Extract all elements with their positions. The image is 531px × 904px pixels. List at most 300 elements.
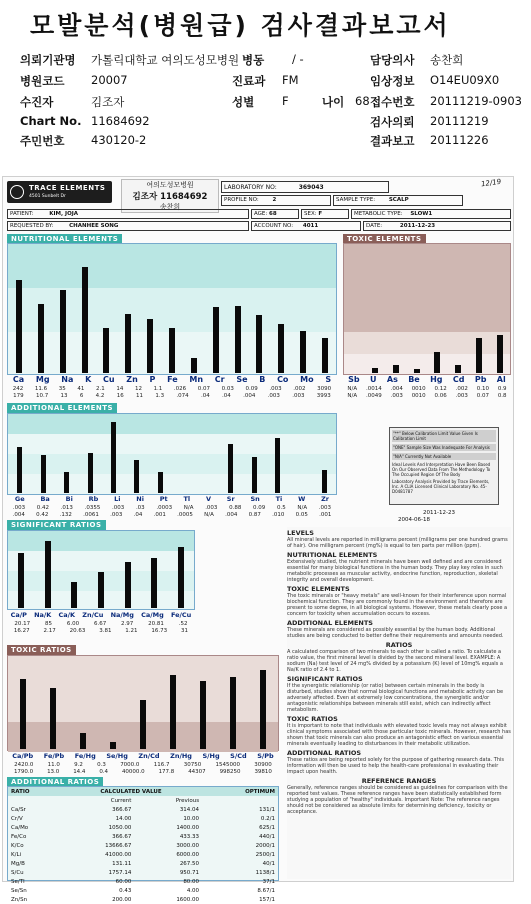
toxic-label-7: Al — [496, 375, 506, 384]
col-ratio: RATIO — [11, 788, 30, 795]
explanation-heading: LEVELS — [287, 529, 314, 537]
significant-previous-3: 3.81 — [99, 628, 112, 634]
additional-previous-13: .001 — [319, 512, 332, 518]
nutritional-previous-1: 10.7 — [35, 393, 49, 399]
nutritional-current-3: 41 — [77, 386, 85, 392]
sex-box: SEX: F — [301, 209, 349, 219]
bar-tox-bars-5 — [455, 365, 461, 373]
lab-logo — [7, 181, 112, 203]
table-cell: 8.67/1 — [257, 887, 275, 894]
explanation-heading: REFERENCE RANGES — [361, 777, 437, 785]
date-box: DATE: 2011-12-23 — [363, 221, 511, 231]
label-clinical-info: 임상정보 — [370, 74, 415, 88]
toxic-ratio-current-1: 11.0 — [47, 762, 60, 768]
explanation-text: A calculated comparison of two minerals to each other is called a ratio. To calculate a ratio value, the first mineral level is divided by the second mineral level. EXAMPLE: A sodium (Na) test level of 24 mg% divided by a potassium (K) level of 10mg% equals a Na/K ratio of 2.4 to 1. — [287, 649, 503, 673]
nutritional-previous-9: .04 — [200, 393, 210, 399]
significant-previous-5: 16.73 — [151, 628, 168, 634]
toxic-chart — [343, 243, 511, 375]
additional-label-9: Sr — [226, 495, 235, 503]
legend-notes-box — [389, 427, 499, 505]
toxic-previous-5: .003 — [455, 393, 468, 399]
lab-number: 369043 — [298, 184, 324, 191]
value-request-date: 20111219 — [430, 114, 489, 128]
additional-previous-10: 0.87 — [248, 512, 261, 518]
bar-nutr-bars-4 — [103, 328, 109, 373]
toxic-title: TOXIC ELEMENTS — [343, 234, 426, 244]
label-department: 진료과 — [232, 74, 266, 88]
significant-previous-6: 31 — [180, 628, 188, 634]
explanation-text: These minerals are considered as possibly essential by the human body. Additional studies are being conducted to better define their requirements and amounts needed. — [287, 627, 504, 639]
bar-nutr-bars-0 — [16, 280, 22, 373]
bar-tr-bars-3 — [110, 742, 116, 749]
metabolic-type: SLOW1 — [410, 211, 433, 217]
explanation-text: The toxic minerals or "heavy metals" are well-known for their interference upon normal biochemical function. They are commonly found in the environment and therefore are present to some degree, in all biological systems. However, these metals clearly pose a concern for toxicity when accumulation occurs to excess. — [287, 593, 508, 617]
table-cell: 40/1 — [262, 860, 275, 867]
nutritional-previous-3: 6 — [79, 393, 84, 399]
table-row — [8, 877, 278, 886]
additional-labels — [7, 495, 337, 503]
table-cell: Cr/V — [11, 815, 23, 822]
toxic-current-0: N/A — [347, 386, 358, 392]
table-row — [8, 814, 278, 823]
table-cell: Fe/Co — [11, 833, 27, 840]
additional-previous-1: 0.42 — [36, 512, 49, 518]
stamp-patient: 김조자 11684692 — [132, 192, 208, 202]
additional-previous-12: 0.05 — [295, 512, 308, 518]
label-doctor: 담당의사 — [370, 53, 415, 67]
significant-chart — [7, 530, 195, 610]
toxic-previous-6: 0.07 — [476, 393, 489, 399]
toxic-previous-4: 0.06 — [434, 393, 447, 399]
toxic-ratio-previous-0: 1790.0 — [13, 769, 34, 775]
requested-by: CHANHEE SONG — [69, 223, 119, 229]
sample-box: SAMPLE TYPE: SCALP — [333, 195, 463, 206]
profile-no: 2 — [272, 197, 277, 203]
table-cell: 3000.00 — [176, 842, 200, 849]
table-cell: 4.00 — [186, 887, 200, 894]
toxic-ratio-label-3: Se/Hg — [106, 752, 128, 760]
significant-current-0: 20.17 — [14, 621, 31, 627]
table-row — [8, 850, 278, 859]
nutritional-current-2: 35 — [58, 386, 66, 392]
significant-label-6: Fe/Cu — [170, 611, 192, 619]
bar-nutr-bars-10 — [235, 306, 241, 373]
toxic-ratio-label-1: Fe/Pb — [43, 752, 65, 760]
bar-tr-bars-0 — [20, 679, 26, 749]
nutritional-current-12: .003 — [269, 386, 282, 392]
bar-nutr-bars-9 — [213, 307, 219, 373]
patient-box: PATIENT: KIM, JOJA — [7, 209, 249, 219]
bar-tox-bars-3 — [414, 369, 420, 373]
bar-tr-bars-8 — [260, 670, 266, 749]
bar-add-bars-2 — [64, 472, 69, 493]
bar-tox-bars-7 — [497, 335, 503, 373]
explanation-text: Extensively studied, the nutrient minerals have been well defined and are considered essential for many biological functions in the human body. They play key roles in such metabolic processes as muscular activity, endocrine function, reproduction, skeletal integrity and overall development. — [287, 559, 503, 583]
toxic-values-previous — [343, 393, 511, 399]
toxic-ratio-current-5: 116.7 — [153, 762, 170, 768]
additional-label-7: Tl — [183, 495, 191, 503]
table-cell: 625/1 — [259, 824, 275, 831]
label-ward: 병동 — [242, 53, 265, 67]
significant-previous-0: 16.27 — [13, 628, 30, 634]
nutritional-previous-11: .004 — [243, 393, 256, 399]
nutritional-label-14: S — [325, 375, 332, 384]
table-row — [8, 841, 278, 850]
nutritional-current-11: 0.09 — [245, 386, 258, 392]
table-cell: Mg/B — [11, 860, 25, 867]
nutritional-label-9: Cr — [214, 375, 225, 384]
additional-label-4: Li — [114, 495, 121, 503]
toxic-ratio-current-0: 2420.0 — [14, 762, 34, 768]
additional-previous-2: .132 — [59, 512, 72, 518]
nutritional-current-8: .026 — [173, 386, 187, 392]
table-cell: 6000.00 — [176, 851, 200, 858]
significant-title: SIGNIFICANT RATIOS — [7, 520, 106, 530]
logo-circle-icon — [10, 185, 24, 199]
bar-add-bars-9 — [228, 444, 233, 493]
explanation-heading: SIGNIFICANT RATIOS — [287, 675, 363, 683]
additional-label-8: V — [205, 495, 211, 503]
significant-previous-2: 20.63 — [69, 628, 86, 634]
toxic-ratio-current-8: 30900 — [254, 762, 272, 768]
table-cell: 37/1 — [262, 878, 275, 885]
toxic-ratio-previous-8: 39810 — [254, 769, 272, 775]
additional-title: ADDITIONAL ELEMENTS — [7, 403, 117, 413]
table-cell: 366.67 — [112, 806, 132, 813]
explanation-text: It is important to note that individuals with elevated toxic levels may not always exhibit clinical symptoms associated with those particular toxic minerals. However, research has shown that toxic minerals can also produce an antagonistic effect on various essential minerals eventually leading to disturbances in their metabolic utilization. — [287, 723, 511, 747]
bar-sig-bars-2 — [71, 582, 77, 608]
additional-ratios-title: ADDITIONAL RATIOS — [7, 777, 103, 787]
toxic-previous-2: .003 — [390, 393, 403, 399]
additional-label-12: W — [298, 495, 306, 503]
toxic-label-2: As — [386, 375, 398, 384]
additional-current-9: 0.88 — [229, 505, 242, 511]
nutritional-label-8: Mn — [189, 375, 204, 384]
toxic-ratios-values-current — [7, 762, 279, 768]
toxic-label-5: Cd — [452, 375, 465, 384]
toxic-previous-1: .0049 — [366, 393, 382, 399]
additional-previous-4: .003 — [110, 512, 123, 518]
label-hospital-code: 병원코드 — [20, 74, 65, 88]
nutritional-current-0: 242 — [12, 386, 24, 392]
toxic-label-3: Be — [408, 375, 420, 384]
bar-sig-bars-0 — [18, 553, 24, 608]
toxic-current-5: .002 — [455, 386, 468, 392]
value-doctor: 송찬희 — [430, 53, 464, 67]
table-row — [8, 832, 278, 841]
value-chart-no: 11684692 — [91, 114, 150, 128]
toxic-label-1: U — [370, 375, 377, 384]
additional-label-3: Rb — [88, 495, 99, 503]
toxic-current-2: .004 — [390, 386, 403, 392]
additional-current-13: .003 — [318, 505, 332, 511]
table-row — [8, 823, 278, 832]
additional-previous-0: .004 — [12, 512, 25, 518]
additional-previous-11: .010 — [272, 512, 285, 518]
bar-nutr-bars-6 — [147, 319, 153, 373]
explanation-heading: RATIOS — [385, 641, 413, 649]
table-cell: 267.50 — [179, 860, 200, 867]
value-department: FM — [282, 73, 299, 87]
stamp-label — [121, 179, 219, 213]
toxic-current-3: 0010 — [411, 386, 426, 392]
table-cell: K/Co — [11, 842, 24, 849]
bar-nutr-bars-14 — [322, 338, 328, 373]
table-cell: 41000.00 — [105, 851, 132, 858]
toxic-ratios-labels — [7, 752, 279, 760]
additional-label-5: Ni — [136, 495, 144, 503]
nutritional-current-10: 0.03 — [221, 386, 234, 392]
significant-label-0: Ca/P — [10, 611, 27, 619]
bar-add-bars-0 — [17, 447, 22, 493]
additional-label-13: Zr — [321, 495, 330, 503]
nutritional-bars — [8, 244, 336, 376]
toxic-labels — [343, 375, 511, 384]
additional-current-12: N/A — [297, 505, 308, 511]
nutritional-previous-8: .074 — [176, 393, 189, 399]
bar-tox-bars-4 — [434, 352, 440, 373]
significant-current-1: 85 — [45, 621, 53, 627]
stamp-doctor: 송찬희 — [159, 203, 181, 211]
toxic-ratio-label-6: S/Hg — [202, 752, 220, 760]
table-cell: 131/1 — [259, 806, 275, 813]
table-cell: 13666.67 — [105, 842, 132, 849]
toxic-ratio-previous-2: 14.4 — [73, 769, 86, 775]
lab-address: 4501 Sunbelt Dr — [29, 194, 66, 199]
patient-name: KIM, JOJA — [49, 211, 79, 217]
additional-label-10: Sn — [250, 495, 260, 503]
additional-previous-9: .004 — [225, 512, 238, 518]
nutritional-label-5: Zn — [126, 375, 138, 384]
toxic-previous-7: 0.8 — [497, 393, 507, 399]
table-row — [8, 868, 278, 877]
col-calculated: CALCULATED VALUE — [100, 788, 162, 795]
toxic-label-0: Sb — [348, 375, 360, 384]
bar-nutr-bars-1 — [38, 304, 44, 373]
additional-current-0: .003 — [12, 505, 26, 511]
significant-label-2: Ca/K — [58, 611, 76, 619]
nutritional-previous-14: 3993 — [316, 393, 331, 399]
bar-nutr-bars-8 — [191, 358, 197, 373]
bar-sig-bars-1 — [45, 541, 51, 608]
table-row — [8, 886, 278, 895]
account-box: ACCOUNT NO: 4011 — [251, 221, 361, 231]
nutritional-current-9: 0.07 — [197, 386, 211, 392]
nutritional-current-1: 11.6 — [34, 386, 48, 392]
table-cell: Se/Tl — [11, 878, 25, 885]
report-sheet — [2, 176, 514, 903]
table-cell: Ca/Sr — [11, 806, 26, 813]
significant-current-2: 6.00 — [66, 621, 80, 627]
bar-add-bars-6 — [158, 472, 163, 493]
significant-label-5: Ca/Mg — [141, 611, 164, 619]
nutritional-current-14: 3090 — [317, 386, 332, 392]
table-cell: 1050.00 — [108, 824, 132, 831]
table-cell: 14.00 — [115, 815, 132, 822]
label-patient: 수진자 — [20, 95, 54, 109]
table-cell: 80.00 — [183, 878, 200, 885]
note-ideal-levels: Ideal Levels And Interpretation Have Been Based On Our Observed Data From The Methodology To The Occupied Region Of The Body — [392, 462, 491, 477]
toxic-ratio-previous-3: 0.4 — [99, 769, 109, 775]
bar-add-bars-1 — [41, 455, 46, 493]
value-ward: / - — [292, 52, 304, 66]
age-box: AGE: 68 — [251, 209, 299, 219]
bar-tr-bars-5 — [170, 675, 176, 749]
explanation-text: Generally, reference ranges should be considered as guidelines for comparison with the reported test values. These reference ranges have been statistically established form studying a population of "healthy" individuals. Important Note: The reference ranges should not be considered as absolute limits for determining deficiency, toxicity or acceptance. — [287, 785, 508, 815]
nutritional-previous-6: 11 — [136, 393, 144, 399]
label-receipt-no: 접수번호 — [370, 95, 415, 109]
table-cell: 1138/1 — [255, 869, 275, 876]
bar-tr-bars-6 — [200, 681, 206, 749]
additional-current-2: .013 — [60, 505, 73, 511]
significant-label-1: Na/K — [34, 611, 52, 619]
toxic-ratio-previous-4: 40000.0 — [121, 769, 145, 775]
explanation-heading: TOXIC RATIOS — [287, 715, 338, 723]
age: 68 — [269, 211, 277, 217]
toxic-current-4: 0.12 — [434, 386, 447, 392]
bar-tr-bars-2 — [80, 733, 86, 749]
nutritional-current-6: 12 — [134, 386, 142, 392]
stamp-hospital: 여의도성모병원 — [146, 181, 194, 189]
label-age: 나이 — [322, 95, 345, 109]
page-title: 모발분석(병원급) 검사결과보고서 — [30, 11, 451, 40]
toxic-previous-0: N/A — [347, 393, 358, 399]
additional-label-6: Pt — [159, 495, 168, 503]
col-previous: Previous — [175, 797, 200, 804]
additional-chart — [7, 413, 337, 495]
toxic-ratio-label-7: S/Cd — [230, 752, 247, 760]
bar-nutr-bars-5 — [125, 314, 131, 373]
significant-values-previous — [7, 628, 195, 634]
additional-current-4: .003 — [112, 505, 125, 511]
bar-add-bars-11 — [275, 438, 280, 493]
table-cell: 0.43 — [119, 887, 132, 894]
bar-tox-bars-2 — [393, 365, 399, 373]
value-clinical-info: O14EU09X0 — [430, 73, 500, 87]
bar-add-bars-5 — [134, 460, 139, 493]
table-cell: Ca/Mo — [11, 824, 29, 831]
toxic-ratio-label-0: Ca/Pb — [12, 752, 34, 760]
table-cell: 433.33 — [179, 833, 200, 840]
nutritional-values-current — [7, 386, 337, 392]
explanation-heading: ADDITIONAL RATIOS — [287, 749, 362, 757]
value-hospital-code: 20007 — [91, 73, 128, 87]
bar-add-bars-13 — [322, 470, 327, 493]
bar-sig-bars-6 — [178, 547, 184, 608]
additional-previous-5: .04 — [133, 512, 143, 518]
lab-number-box: LABORATORY NO: 369043 — [221, 181, 389, 193]
bar-add-bars-3 — [88, 453, 93, 493]
table-cell: 440/1 — [259, 833, 275, 840]
additional-values-current — [7, 505, 337, 511]
table-cell: 366.67 — [112, 833, 132, 840]
toxic-ratio-current-6: 30750 — [183, 762, 202, 768]
toxic-ratios-chart — [7, 655, 279, 751]
value-report-date: 20111226 — [430, 133, 489, 147]
value-receipt-no: 20111219-0903 — [430, 94, 522, 108]
label-institution: 의뢰기관명 — [20, 53, 76, 67]
col-optimum: OPTIMUM — [245, 788, 275, 795]
additional-label-11: Ti — [275, 495, 283, 503]
bar-tr-bars-7 — [230, 677, 236, 749]
note-lab-clia: Laboratory Analysis Provided by Trace Elements, Inc. A CLIA Licensed Clinical Laboratory No. 45-D0481787 — [392, 479, 490, 494]
additional-label-0: Ge — [14, 495, 25, 503]
table-cell: 2500/1 — [255, 851, 275, 858]
table-cell: 131.11 — [112, 860, 132, 867]
bar-tox-bars-1 — [372, 368, 378, 373]
report-date: 2011-12-23 — [399, 223, 436, 229]
note-sample-size: "ONE" Sample Size Was Inadequate For Analysis — [392, 444, 496, 451]
nutritional-previous-12: .003 — [267, 393, 280, 399]
additional-label-2: Bi — [65, 495, 73, 503]
toxic-current-1: .0014 — [366, 386, 382, 392]
additional-previous-7: .0005 — [177, 512, 193, 518]
nutritional-previous-4: 4.2 — [95, 393, 105, 399]
table-cell: 2000/1 — [255, 842, 275, 849]
explanation-text: All mineral levels are reported in milligrams percent (milligrams per one hundred grams of hair). One milligram percent (mg%) is equal to ten parts per million (ppm). — [287, 537, 508, 549]
table-cell: Se/Sn — [11, 887, 27, 894]
requested-box: REQUESTED BY: CHANHEE SONG — [7, 221, 249, 231]
explanation-heading: NUTRITIONAL ELEMENTS — [287, 551, 378, 559]
profile-box: PROFILE NO: 2 — [221, 195, 331, 206]
nutritional-previous-13: .003 — [292, 393, 305, 399]
toxic-ratio-label-4: Zn/Cd — [138, 752, 160, 760]
table-cell: S/Cu — [11, 869, 24, 876]
additional-values-previous — [7, 512, 337, 518]
stamp-date: 2004-06-18 — [398, 517, 430, 523]
toxic-ratio-previous-1: 13.0 — [47, 769, 60, 775]
significant-bars — [8, 531, 194, 611]
table-cell: 157/1 — [259, 896, 275, 903]
nutritional-previous-2: 13 — [60, 393, 68, 399]
significant-labels — [7, 611, 195, 619]
nutritional-current-4: 2.1 — [95, 386, 105, 392]
significant-current-4: 2.97 — [121, 621, 134, 627]
nutritional-previous-7: 1.3 — [155, 393, 165, 399]
toxic-ratio-label-2: Fe/Hg — [74, 752, 96, 760]
toxic-ratios-title: TOXIC RATIOS — [7, 645, 76, 655]
toxic-ratio-previous-5: 177.8 — [158, 769, 175, 775]
lab-name: TRACE ELEMENTS — [29, 184, 106, 192]
label-chart-no: Chart No. — [20, 114, 82, 128]
sex: F — [318, 211, 323, 217]
nutritional-label-1: Mg — [35, 375, 50, 384]
bar-nutr-bars-3 — [82, 267, 88, 373]
additional-bars — [8, 414, 336, 496]
significant-label-4: Na/Mg — [110, 611, 134, 619]
toxic-bars — [344, 244, 510, 376]
nutritional-previous-5: 16 — [116, 393, 124, 399]
significant-previous-1: 2.17 — [43, 628, 56, 634]
additional-previous-3: .0061 — [83, 512, 99, 518]
additional-current-10: 0.09 — [253, 505, 266, 511]
toxic-ratio-current-4: 7000.0 — [120, 762, 140, 768]
table-row — [8, 895, 278, 904]
table-cell: 0.2/1 — [260, 815, 275, 822]
col-current: Current — [110, 797, 132, 804]
bar-nutr-bars-12 — [278, 324, 284, 373]
bar-add-bars-4 — [111, 422, 116, 493]
note-not-available: "N/A" Currently Not Available — [392, 453, 496, 460]
side-date: 2011-12-23 — [423, 510, 455, 516]
label-request-date: 검사의뢰 — [370, 115, 415, 129]
significant-current-3: 6.67 — [93, 621, 107, 627]
bar-sig-bars-3 — [98, 572, 104, 608]
nutritional-label-6: P — [149, 375, 156, 384]
metabolic-box: METABOLIC TYPE: SLOW1 — [351, 209, 511, 219]
table-cell: 314.04 — [179, 806, 200, 813]
significant-label-3: Zn/Cu — [82, 611, 104, 619]
